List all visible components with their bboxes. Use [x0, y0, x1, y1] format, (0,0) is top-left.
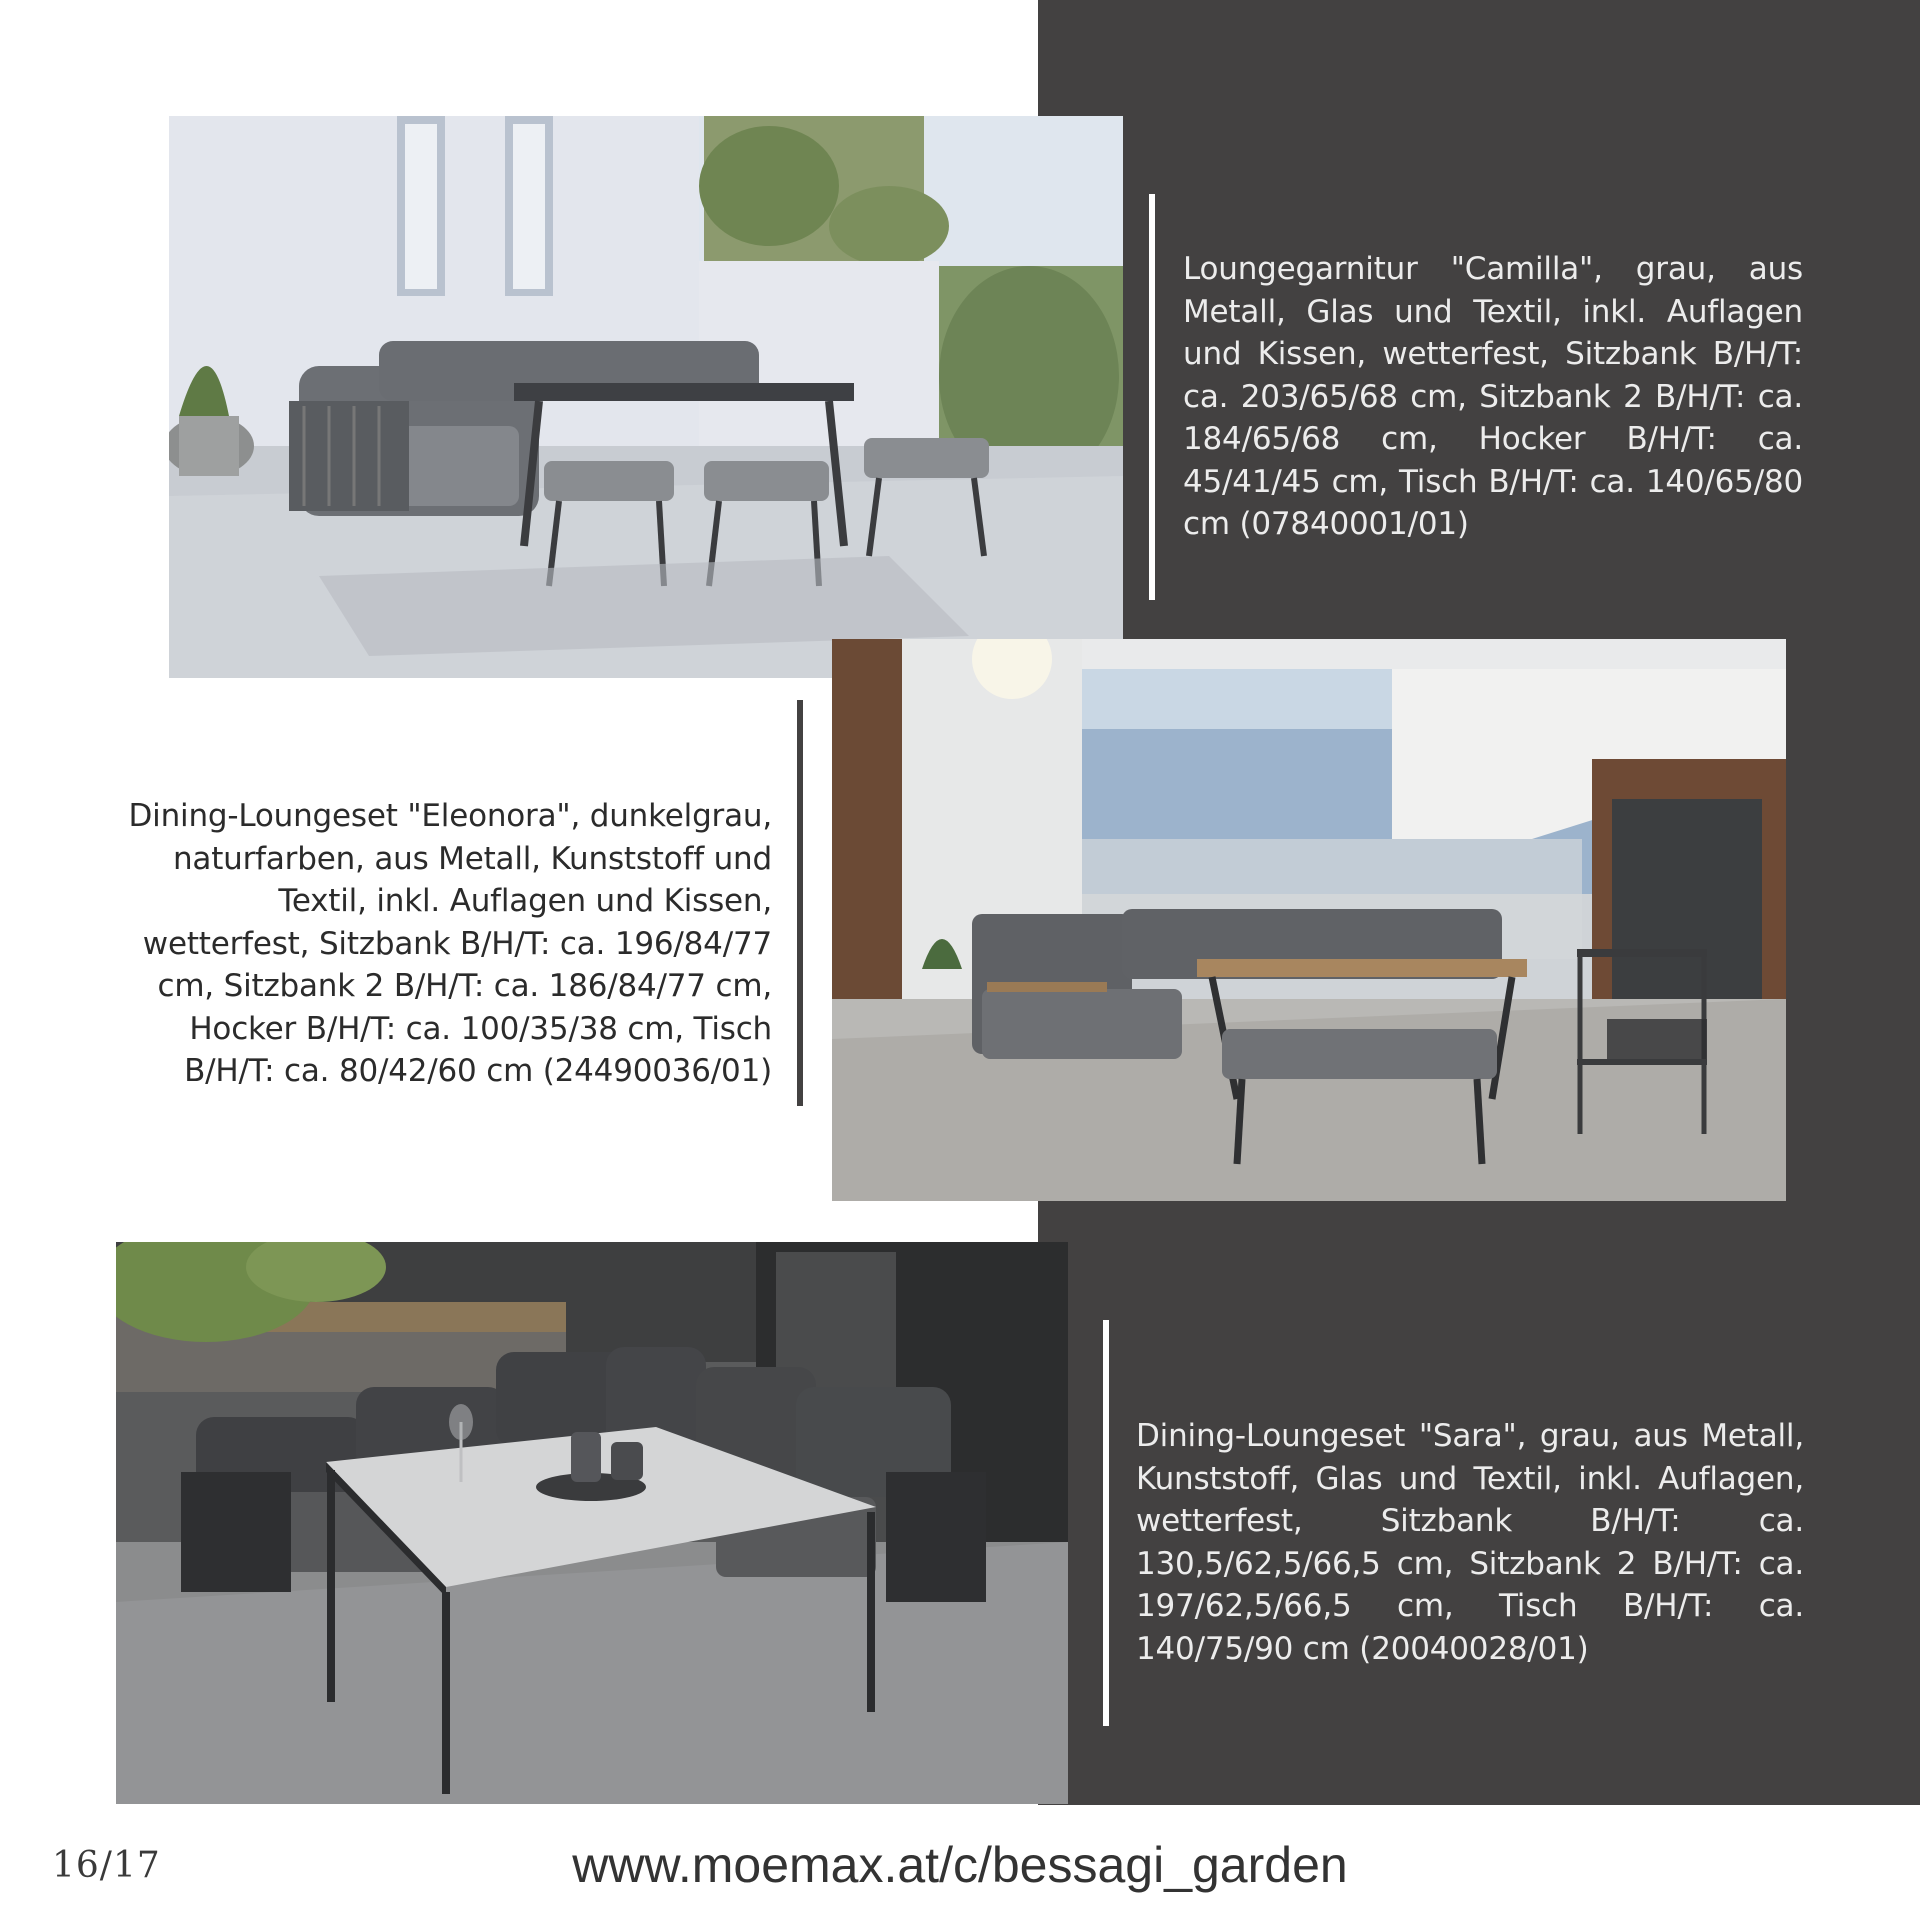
- divider-line-camilla: [1149, 194, 1155, 600]
- website-url[interactable]: www.moemax.at/c/bessagi_garden: [572, 1837, 1348, 1893]
- eleonora-product-photo: [832, 639, 1786, 1201]
- divider-line-sara: [1103, 1320, 1109, 1726]
- sara-description: Dining-Loungeset "Sara", grau, aus Metall, Kunststoff, Glas und Textil, inkl. Auflagen, wetterfest, Sitzbank B/H/T: ca. 130,5/62,5/66,5 cm, Sitzbank 2 B/H/T: ca. 197/62,5/66,5 cm, Tisch B/H/T: ca. 140/75/90 cm (20040028/01): [1136, 1418, 1804, 1667]
- sara-product-photo: [116, 1242, 1068, 1804]
- eleonora-description: Dining-Loungeset "Eleonora", dunkelgrau, naturfarben, aus Metall, Kunststoff und Textil, inkl. Auflagen und Kissen, wetterfest, Sitzbank B/H/T: ca. 196/84/77 cm, Sitzbank 2 B/H/T: ca. 186/84/77 cm, Hocker B/H/T: ca. 100/35/38 cm, Tisch B/H/T: ca. 80/42/60 cm (24490036/01): [128, 798, 772, 1089]
- page-number: 16/17: [52, 1845, 161, 1886]
- camilla-product-photo: [169, 116, 1123, 678]
- divider-line-eleonora: [797, 700, 803, 1106]
- camilla-description: Loungegarnitur "Camilla", grau, aus Metall, Glas und Textil, inkl. Auflagen und Kissen, wetterfest, Sitzbank B/H/T: ca. 203/65/68 cm, Sitzbank 2 B/H/T: ca. 184/65/68 cm, Hocker B/H/T: ca. 45/41/45 cm, Tisch B/H/T: ca. 140/65/80 cm (07840001/01): [1183, 251, 1803, 542]
